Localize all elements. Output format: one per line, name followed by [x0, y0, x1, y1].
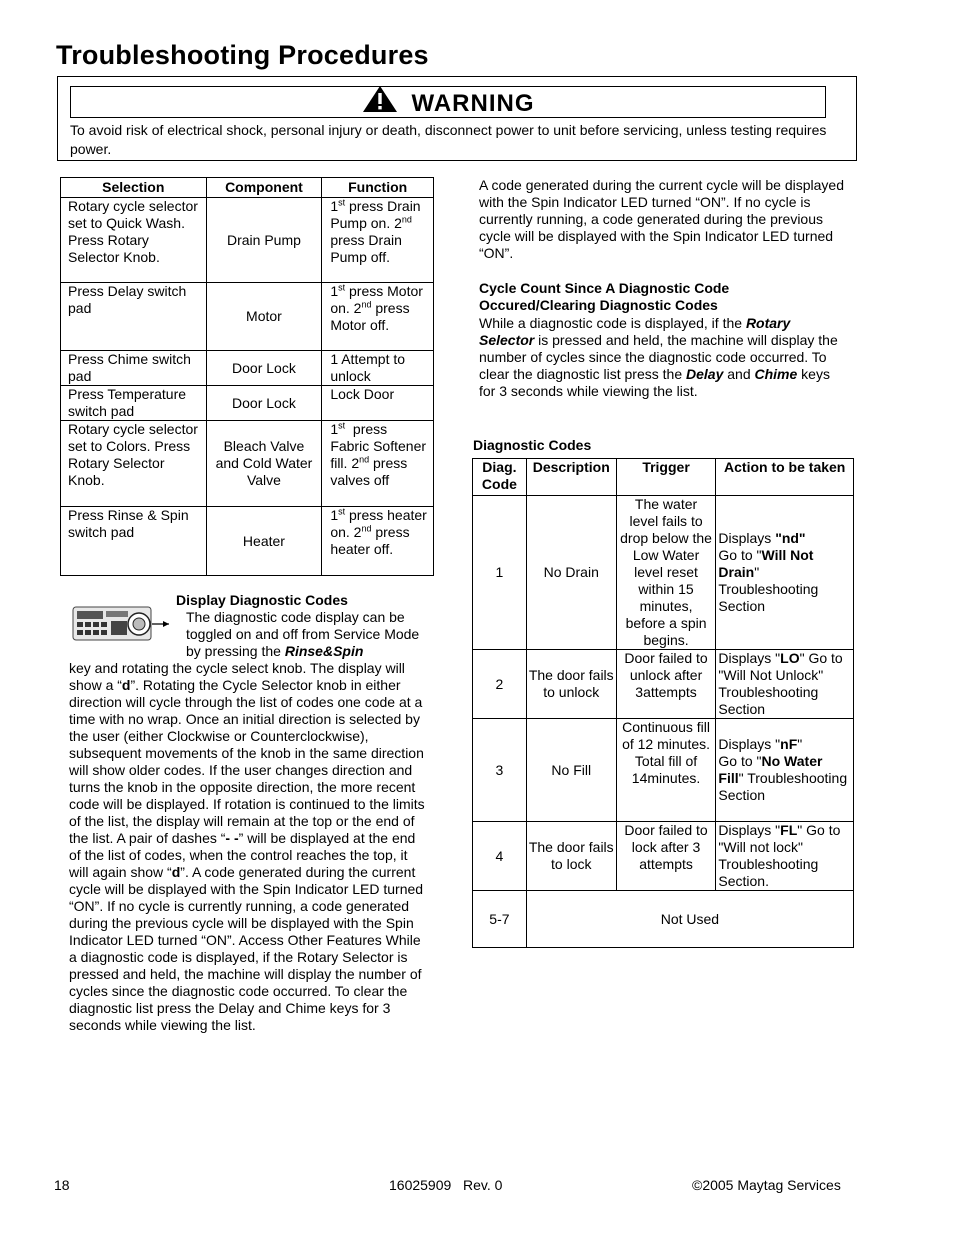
- column-header: Selection: [61, 178, 207, 198]
- component-cell: Bleach Valve and Cold Water Valve: [206, 421, 322, 507]
- diagnostic-codes-title: Diagnostic Codes: [473, 437, 592, 453]
- description-cell: No Fill: [526, 719, 616, 822]
- diagnostic-codes-table: [472, 458, 854, 948]
- action-cell: Displays "FL" Go to "Will not lock" Troubleshooting Section.: [716, 822, 854, 891]
- code-cell: 5-7: [473, 891, 527, 948]
- doc-number: 16025909 Rev. 0: [389, 1177, 503, 1193]
- component-cell: Door Lock: [206, 351, 322, 386]
- trigger-cell: Door failed to unlock after 3attempts: [616, 650, 716, 719]
- trigger-cell: The water level fails to drop below the Low Water level reset within 15 minutes, before a spin begins.: [616, 496, 716, 650]
- column-header: Trigger: [616, 459, 716, 496]
- table-row: [61, 283, 434, 351]
- display-diagnostic-text-continued: key and rotating the cycle select knob. The display will show a “d”. Rotating the Cycle Selector knob in either direction will cycle through the list of codes one code at a time with no wrap. Once an initial direction is selected by the user (either Clockwise or Counterclockwise), subsequent movements of the knob in the same direction will show older codes. If the user changes direction and turns the knob in the opposite direction, the more recent code will be displayed. If rotation is continued to the limits of the list, the display will remain at the top or the end of the list. A pair of dashes “- -” will be displayed at the end of the list of codes, when the control reaches the top, it will again show “d”. A code generated during the current cycle will be displayed with the Spin Indicator LED turned “ON”. If no cycle is currently running, a code generated during the previous cycle will be displayed with the Spin Indicator LED turned “ON”. Access Other Features While a diagnostic code is displayed, if the Rotary Selector is pressed and held, the machine will display the number of cycles since the diagnostic code occurred. To clear the diagnostic list press the Delay and Chime keys for 3 seconds while viewing the list.: [69, 660, 425, 1033]
- function-cell: 1st press Motor on. 2nd press Motor off.: [322, 283, 434, 351]
- warning-text: To avoid risk of electrical shock, personal injury or death, disconnect power to unit before servicing, unless testing requires power.: [70, 122, 827, 157]
- description-cell: No Drain: [526, 496, 616, 650]
- function-cell: 1 Attempt to unlock: [322, 351, 434, 386]
- column-header: Description: [526, 459, 616, 496]
- warning-box: [57, 76, 857, 161]
- selection-cell: Press Temperature switch pad: [61, 386, 207, 421]
- column-header: Function: [322, 178, 434, 198]
- component-cell: Motor: [206, 283, 322, 351]
- not-used-cell: Not Used: [526, 891, 853, 948]
- component-cell: Drain Pump: [206, 198, 322, 283]
- page-title: Troubleshooting Procedures: [56, 40, 429, 70]
- table-row: [61, 198, 434, 283]
- table-row: [473, 891, 854, 948]
- code-cell: 3: [473, 719, 527, 822]
- selection-cell: Press Chime switch pad: [61, 351, 207, 386]
- function-cell: 1st press Drain Pump on. 2nd press Drain Pump off.: [322, 198, 434, 283]
- table-row: [473, 650, 854, 719]
- code-cell: 2: [473, 650, 527, 719]
- description-cell: The door fails to lock: [526, 822, 616, 891]
- column-header: Diag. Code: [473, 459, 527, 496]
- action-cell: Displays "nd" Go to "Will Not Drain" Troubleshooting Section: [716, 496, 854, 650]
- function-cell: Lock Door: [322, 386, 434, 421]
- warning-triangle-icon: [362, 85, 398, 120]
- intro-paragraph: A code generated during the current cycle will be displayed with the Spin Indicator LED turned “ON”. If no cycle is currently running, a code generated during the previous cycle will be displayed with the Spin Indicator LED turned “ON”.: [479, 177, 844, 261]
- code-cell: 1: [473, 496, 527, 650]
- table-row: [61, 351, 434, 386]
- component-cell: Door Lock: [206, 386, 322, 421]
- table-row: [61, 507, 434, 576]
- warning-title: WARNING: [411, 89, 535, 117]
- selection-cell: Rotary cycle selector set to Colors. Press Rotary Selector Knob.: [61, 421, 207, 507]
- display-diagnostic-text: The diagnostic code display can be toggled on and off from Service Mode by pressing the Rinse&Spin: [186, 609, 420, 659]
- test-mode-table: [60, 177, 434, 576]
- trigger-cell: Door failed to lock after 3 attempts: [616, 822, 716, 891]
- copyright: ©2005 Maytag Services: [692, 1177, 841, 1193]
- display-diagnostic-title: Display Diagnostic Codes: [176, 592, 348, 608]
- page-number: 18: [54, 1177, 70, 1193]
- warning-header: [70, 86, 826, 118]
- column-header: Component: [206, 178, 322, 198]
- selection-cell: Rotary cycle selector set to Quick Wash. Press Rotary Selector Knob.: [61, 198, 207, 283]
- action-cell: Displays "LO" Go to "Will Not Unlock" Troubleshooting Section: [716, 650, 854, 719]
- table-row: [473, 719, 854, 822]
- function-cell: 1st press heater on. 2nd press heater off.: [322, 507, 434, 576]
- code-cell: 4: [473, 822, 527, 891]
- control-panel-icon: [72, 604, 172, 647]
- component-cell: Heater: [206, 507, 322, 576]
- table-row: [61, 421, 434, 507]
- column-header: Action to be taken: [716, 459, 854, 496]
- cycle-count-title: Cycle Count Since A Diagnostic Code Occured/Clearing Diagnostic Codes: [479, 280, 730, 313]
- description-cell: The door fails to unlock: [526, 650, 616, 719]
- table-row: [473, 822, 854, 891]
- trigger-cell: Continuous fill of 12 minutes. Total fill of 14minutes.: [616, 719, 716, 822]
- table-row: [61, 386, 434, 421]
- selection-cell: Press Delay switch pad: [61, 283, 207, 351]
- action-cell: Displays "nF" Go to "No Water Fill" Troubleshooting Section: [716, 719, 854, 822]
- cycle-count-text: While a diagnostic code is displayed, if the Rotary Selector is pressed and held, the machine will display the number of cycles since the diagnostic code occurred. To clear the diagnostic list press the Delay and Chime keys for 3 seconds while viewing the list.: [479, 315, 838, 399]
- selection-cell: Press Rinse & Spin switch pad: [61, 507, 207, 576]
- table-row: [473, 496, 854, 650]
- function-cell: 1st press Fabric Softener fill. 2nd press valves off: [322, 421, 434, 507]
